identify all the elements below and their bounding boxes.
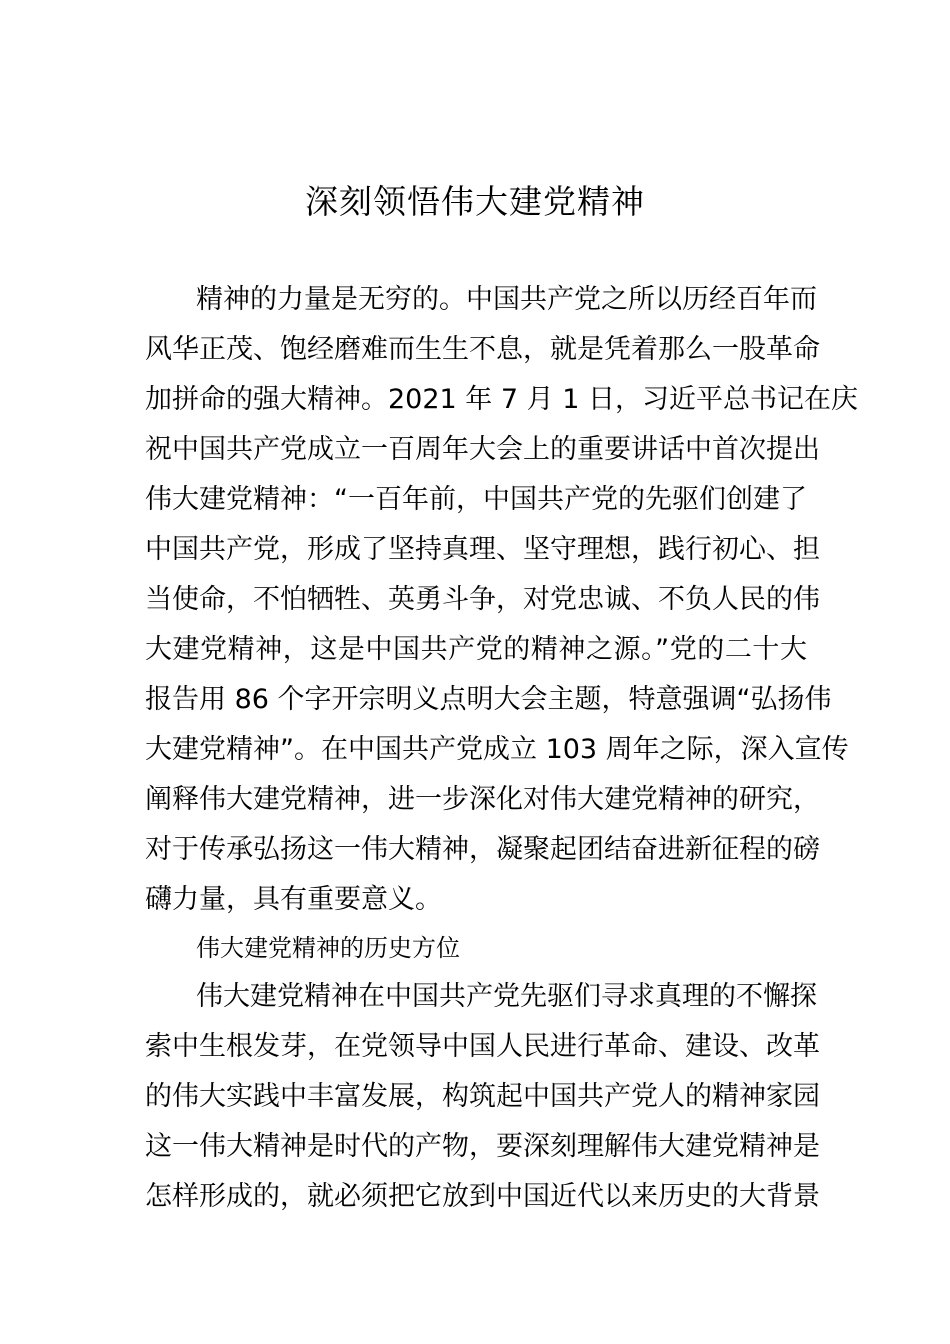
paragraph-line: 加拼命的强大精神。2021 年 7 月 1 日，习近平总书记在庆 — [145, 384, 858, 415]
paragraph-line: 精神的力量是无穷的。中国共产党之所以历经百年而 — [196, 284, 817, 315]
paragraph-line: 报告用 86 个字开宗明义点明大会主题，特意强调“弘扬伟 — [145, 684, 832, 715]
paragraph-line: 中国共产党，形成了坚持真理、坚守理想，践行初心、担 — [145, 534, 820, 565]
paragraph-line: 对于传承弘扬这一伟大精神，凝聚起团结奋进新征程的磅 — [145, 834, 820, 865]
paragraph-line: 祝中国共产党成立一百周年大会上的重要讲话中首次提出 — [145, 434, 820, 465]
paragraph-line: 索中生根发芽，在党领导中国人民进行革命、建设、改革 — [145, 1031, 820, 1062]
paragraph-line: 的伟大实践中丰富发展，构筑起中国共产党人的精神家园 — [145, 1081, 820, 1112]
paragraph-line: 伟大建党精神在中国共产党先驱们寻求真理的不懈探 — [196, 981, 817, 1012]
paragraph-line: 风华正茂、饱经磨难而生生不息，就是凭着那么一股革命 — [145, 334, 820, 365]
paragraph-line: 礴力量，具有重要意义。 — [145, 884, 442, 915]
document-title: 深刻领悟伟大建党精神 — [305, 182, 645, 221]
paragraph-line: 大建党精神，这是中国共产党的精神之源。”党的二十大 — [145, 634, 807, 665]
paragraph-line: 伟大建党精神：“一百年前，中国共产党的先驱们创建了 — [145, 484, 807, 515]
paragraph-line: 这一伟大精神是时代的产物，要深刻理解伟大建党精神是 — [145, 1131, 820, 1162]
paragraph-line: 怎样形成的，就必须把它放到中国近代以来历史的大背景 — [145, 1181, 820, 1212]
section-heading: 伟大建党精神的历史方位 — [196, 934, 460, 962]
paragraph-line: 大建党精神”。在中国共产党成立 103 周年之际，深入宣传 — [145, 734, 849, 765]
paragraph-line: 阐释伟大建党精神，进一步深化对伟大建党精神的研究， — [145, 784, 820, 815]
paragraph-line: 当使命，不怕牺牲、英勇斗争，对党忠诚、不负人民的伟 — [145, 584, 820, 615]
